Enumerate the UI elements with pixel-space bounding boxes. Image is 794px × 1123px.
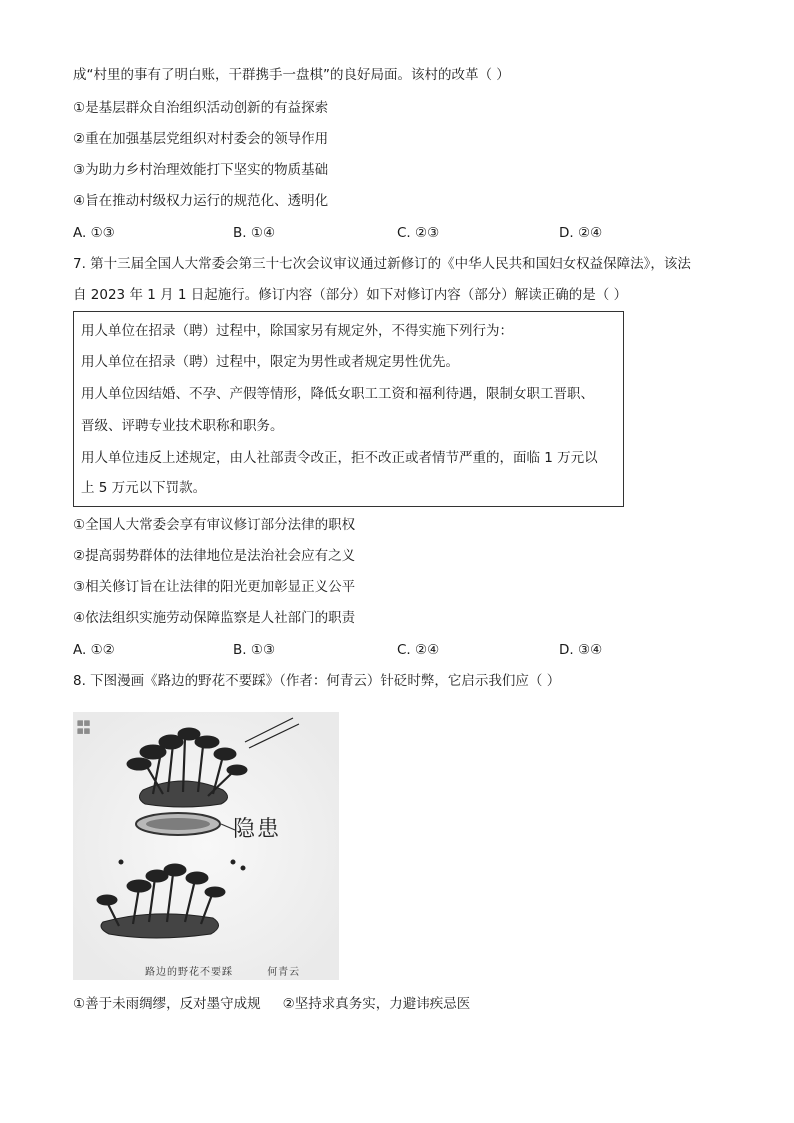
q6-option-b: B. ①④: [233, 225, 276, 241]
cartoon-caption-title: 路边的野花不要踩: [145, 967, 233, 978]
q7-box-line-4: 晋级、评聘专业技术职称和职务。: [81, 418, 284, 434]
q6-item-2: ②重在加强基层党组织对村委会的领导作用: [73, 131, 329, 147]
q7-stem-line-2: 自 2023 年 1 月 1 日起施行。修订内容（部分）如下对修订内容（部分）解读正确的是（ ）: [73, 287, 628, 303]
q6-stem-tail: 成“村里的事有了明白账，干群携手一盘棋”的良好局面。该村的改革（ ）: [73, 67, 510, 83]
cartoon-caption: [145, 963, 300, 978]
q6-option-d: D. ②④: [559, 225, 603, 241]
q6-item-3: ③为助力乡村治理效能打下坚实的物质基础: [73, 162, 329, 178]
q7-option-c: C. ②④: [397, 642, 440, 658]
q8-item-2: ②坚持求真务实，力避讳疾忌医: [282, 996, 471, 1012]
q8-items-row: [73, 995, 470, 1013]
q7-option-a: A. ①②: [73, 642, 115, 658]
q7-box-line-5: 用人单位违反上述规定，由人社部责令改正，拒不改正或者情节严重的，面临 1 万元以: [81, 450, 598, 466]
q8-item-1: ①善于未雨绸缪，反对墨守成规: [73, 996, 261, 1012]
cartoon-caption-author: 何青云: [267, 967, 301, 978]
q8-stem: 8. 下图漫画《路边的野花不要踩》（作者：何青云）针砭时弊，它启示我们应（ ）: [73, 673, 561, 689]
q6-item-1: ①是基层群众自治组织活动创新的有益探索: [73, 100, 329, 116]
cartoon-stamp-mark: ▦▦ ▦▦: [77, 719, 91, 735]
q7-item-4: ④依法组织实施劳动保障监察是人社部门的职责: [73, 610, 356, 626]
q7-stem-line-1: 7. 第十三届全国人大常委会第三十七次会议审议通过新修订的《中华人民共和国妇女权益保障法》，该法: [73, 256, 691, 272]
q7-box-line-1: 用人单位在招录（聘）过程中，除国家另有规定外，不得实施下列行为：: [81, 323, 513, 339]
q6-options: [73, 224, 713, 242]
q6-option-a: A. ①③: [73, 225, 115, 241]
q7-option-b: B. ①③: [233, 642, 276, 658]
q6-option-c: C. ②③: [397, 225, 440, 241]
q7-box-line-3: 用人单位因结婚、不孕、产假等情形，降低女职工工资和福利待遇，限制女职工晋职、: [81, 386, 594, 402]
q6-item-4: ④旨在推动村级权力运行的规范化、透明化: [73, 193, 329, 209]
q7-quote-box: [73, 311, 624, 507]
q7-item-2: ②提高弱势群体的法律地位是法治社会应有之义: [73, 548, 356, 564]
q7-box-line-2: 用人单位在招录（聘）过程中，限定为男性或者规定男性优先。: [81, 354, 459, 370]
q7-item-3: ③相关修订旨在让法律的阳光更加彰显正义公平: [73, 579, 356, 595]
cartoon-image: [73, 712, 339, 980]
q7-options: [73, 641, 713, 659]
q7-option-d: D. ③④: [559, 642, 603, 658]
cartoon-speech-text: 隐患: [233, 817, 282, 842]
q7-item-1: ①全国人大常委会享有审议修订部分法律的职权: [73, 517, 356, 533]
q7-box-line-6: 上 5 万元以下罚款。: [81, 480, 207, 496]
